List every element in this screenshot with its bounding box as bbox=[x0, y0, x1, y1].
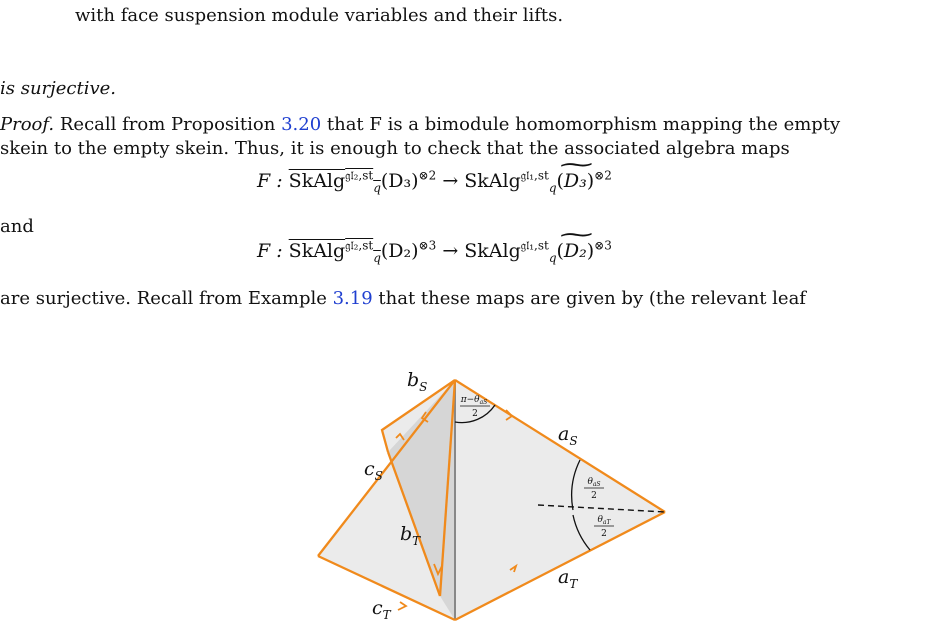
formula-2-close: ) bbox=[586, 240, 595, 262]
label-cT: $c_T$ bbox=[372, 597, 391, 622]
label-aT: $a_T$ bbox=[558, 566, 578, 591]
formula-2-sub: q bbox=[373, 250, 381, 265]
formula-2-arg-lhs: (D₂) bbox=[380, 240, 419, 262]
angle-right-2-num: $\theta_{aT}$ bbox=[597, 515, 611, 526]
formula-1-arg-rhs: ~ D₃ bbox=[564, 168, 587, 194]
formula-1-open: ( bbox=[556, 170, 564, 192]
formula-1-sub: q bbox=[373, 180, 381, 195]
label-bT: $b_T$ bbox=[400, 523, 421, 548]
proof-text-1: Recall from Proposition bbox=[54, 114, 282, 135]
and-text: and bbox=[0, 216, 34, 237]
formula-2-arrow: → SkAlg bbox=[436, 240, 521, 262]
proof-label: Proof. bbox=[0, 114, 55, 135]
formula-1-arg-lhs: (D₃) bbox=[380, 170, 419, 192]
formula-2-pow-rhs: ⊗3 bbox=[594, 238, 612, 253]
formula-1-sub-rhs: q bbox=[548, 180, 557, 195]
formula-1-lhs: F : bbox=[257, 170, 289, 192]
formula-2 bbox=[257, 238, 612, 264]
is-surjective-text: is surjective. bbox=[0, 78, 116, 99]
angle-right-2-den: 2 bbox=[601, 529, 607, 539]
ref-example-link[interactable]: 3.19 bbox=[332, 288, 373, 309]
formula-2-open: ( bbox=[556, 240, 564, 262]
tetrahedron-diagram bbox=[300, 360, 680, 628]
formula-1-sup-rhs: 𝔤𝔩₁,st bbox=[520, 168, 549, 183]
proof-line-2: skein to the empty skein. Thus, it is enough to check that the associated algebra maps bbox=[0, 138, 790, 159]
formula-1-sup-lhs: 𝔤𝔩₂,st bbox=[345, 168, 374, 183]
ref-proposition-link[interactable]: 3.20 bbox=[281, 114, 322, 135]
surj-text-1: are surjective. Recall from Example bbox=[0, 288, 333, 309]
formula-2-skalg: SkAlg bbox=[288, 240, 346, 262]
label-cS: $c_S$ bbox=[364, 458, 383, 483]
label-bS: $b_S$ bbox=[407, 369, 428, 394]
formula-2-sup-lhs: 𝔤𝔩₂,st bbox=[345, 238, 374, 253]
formula-2-lhs: F : bbox=[257, 240, 289, 262]
angle-top-den: 2 bbox=[472, 409, 478, 419]
proof-line-1 bbox=[0, 114, 840, 136]
formula-2-sup-rhs: 𝔤𝔩₁,st bbox=[520, 238, 549, 253]
tick-cT bbox=[398, 602, 406, 610]
proof-text-2: that F is a bimodule homomorphism mapping the empty bbox=[321, 114, 841, 135]
surj-text-2: that these maps are given by (the relevant leaf bbox=[372, 288, 806, 309]
angle-top-num: $\pi-\theta_{aS}$ bbox=[460, 395, 488, 406]
formula-1-arrow: → SkAlg bbox=[436, 170, 521, 192]
surjective-line bbox=[0, 288, 806, 310]
formula-2-sub-rhs: q bbox=[548, 250, 557, 265]
formula-1-skalg: SkAlg bbox=[288, 170, 346, 192]
formula-1-pow-rhs: ⊗2 bbox=[594, 168, 612, 183]
angle-right-1-den: 2 bbox=[591, 491, 597, 501]
formula-1-close: ) bbox=[586, 170, 595, 192]
formula-1-pow: ⊗2 bbox=[418, 168, 437, 183]
formula-2-arg-rhs: ~ D₂ bbox=[564, 238, 587, 264]
label-aS: $a_S$ bbox=[558, 423, 578, 448]
top-line: with face suspension module variables and their lifts. bbox=[75, 5, 564, 26]
formula-2-pow: ⊗3 bbox=[418, 238, 437, 253]
angle-right-1-num: $\theta_{aS}$ bbox=[587, 477, 601, 488]
formula-1 bbox=[257, 168, 612, 194]
